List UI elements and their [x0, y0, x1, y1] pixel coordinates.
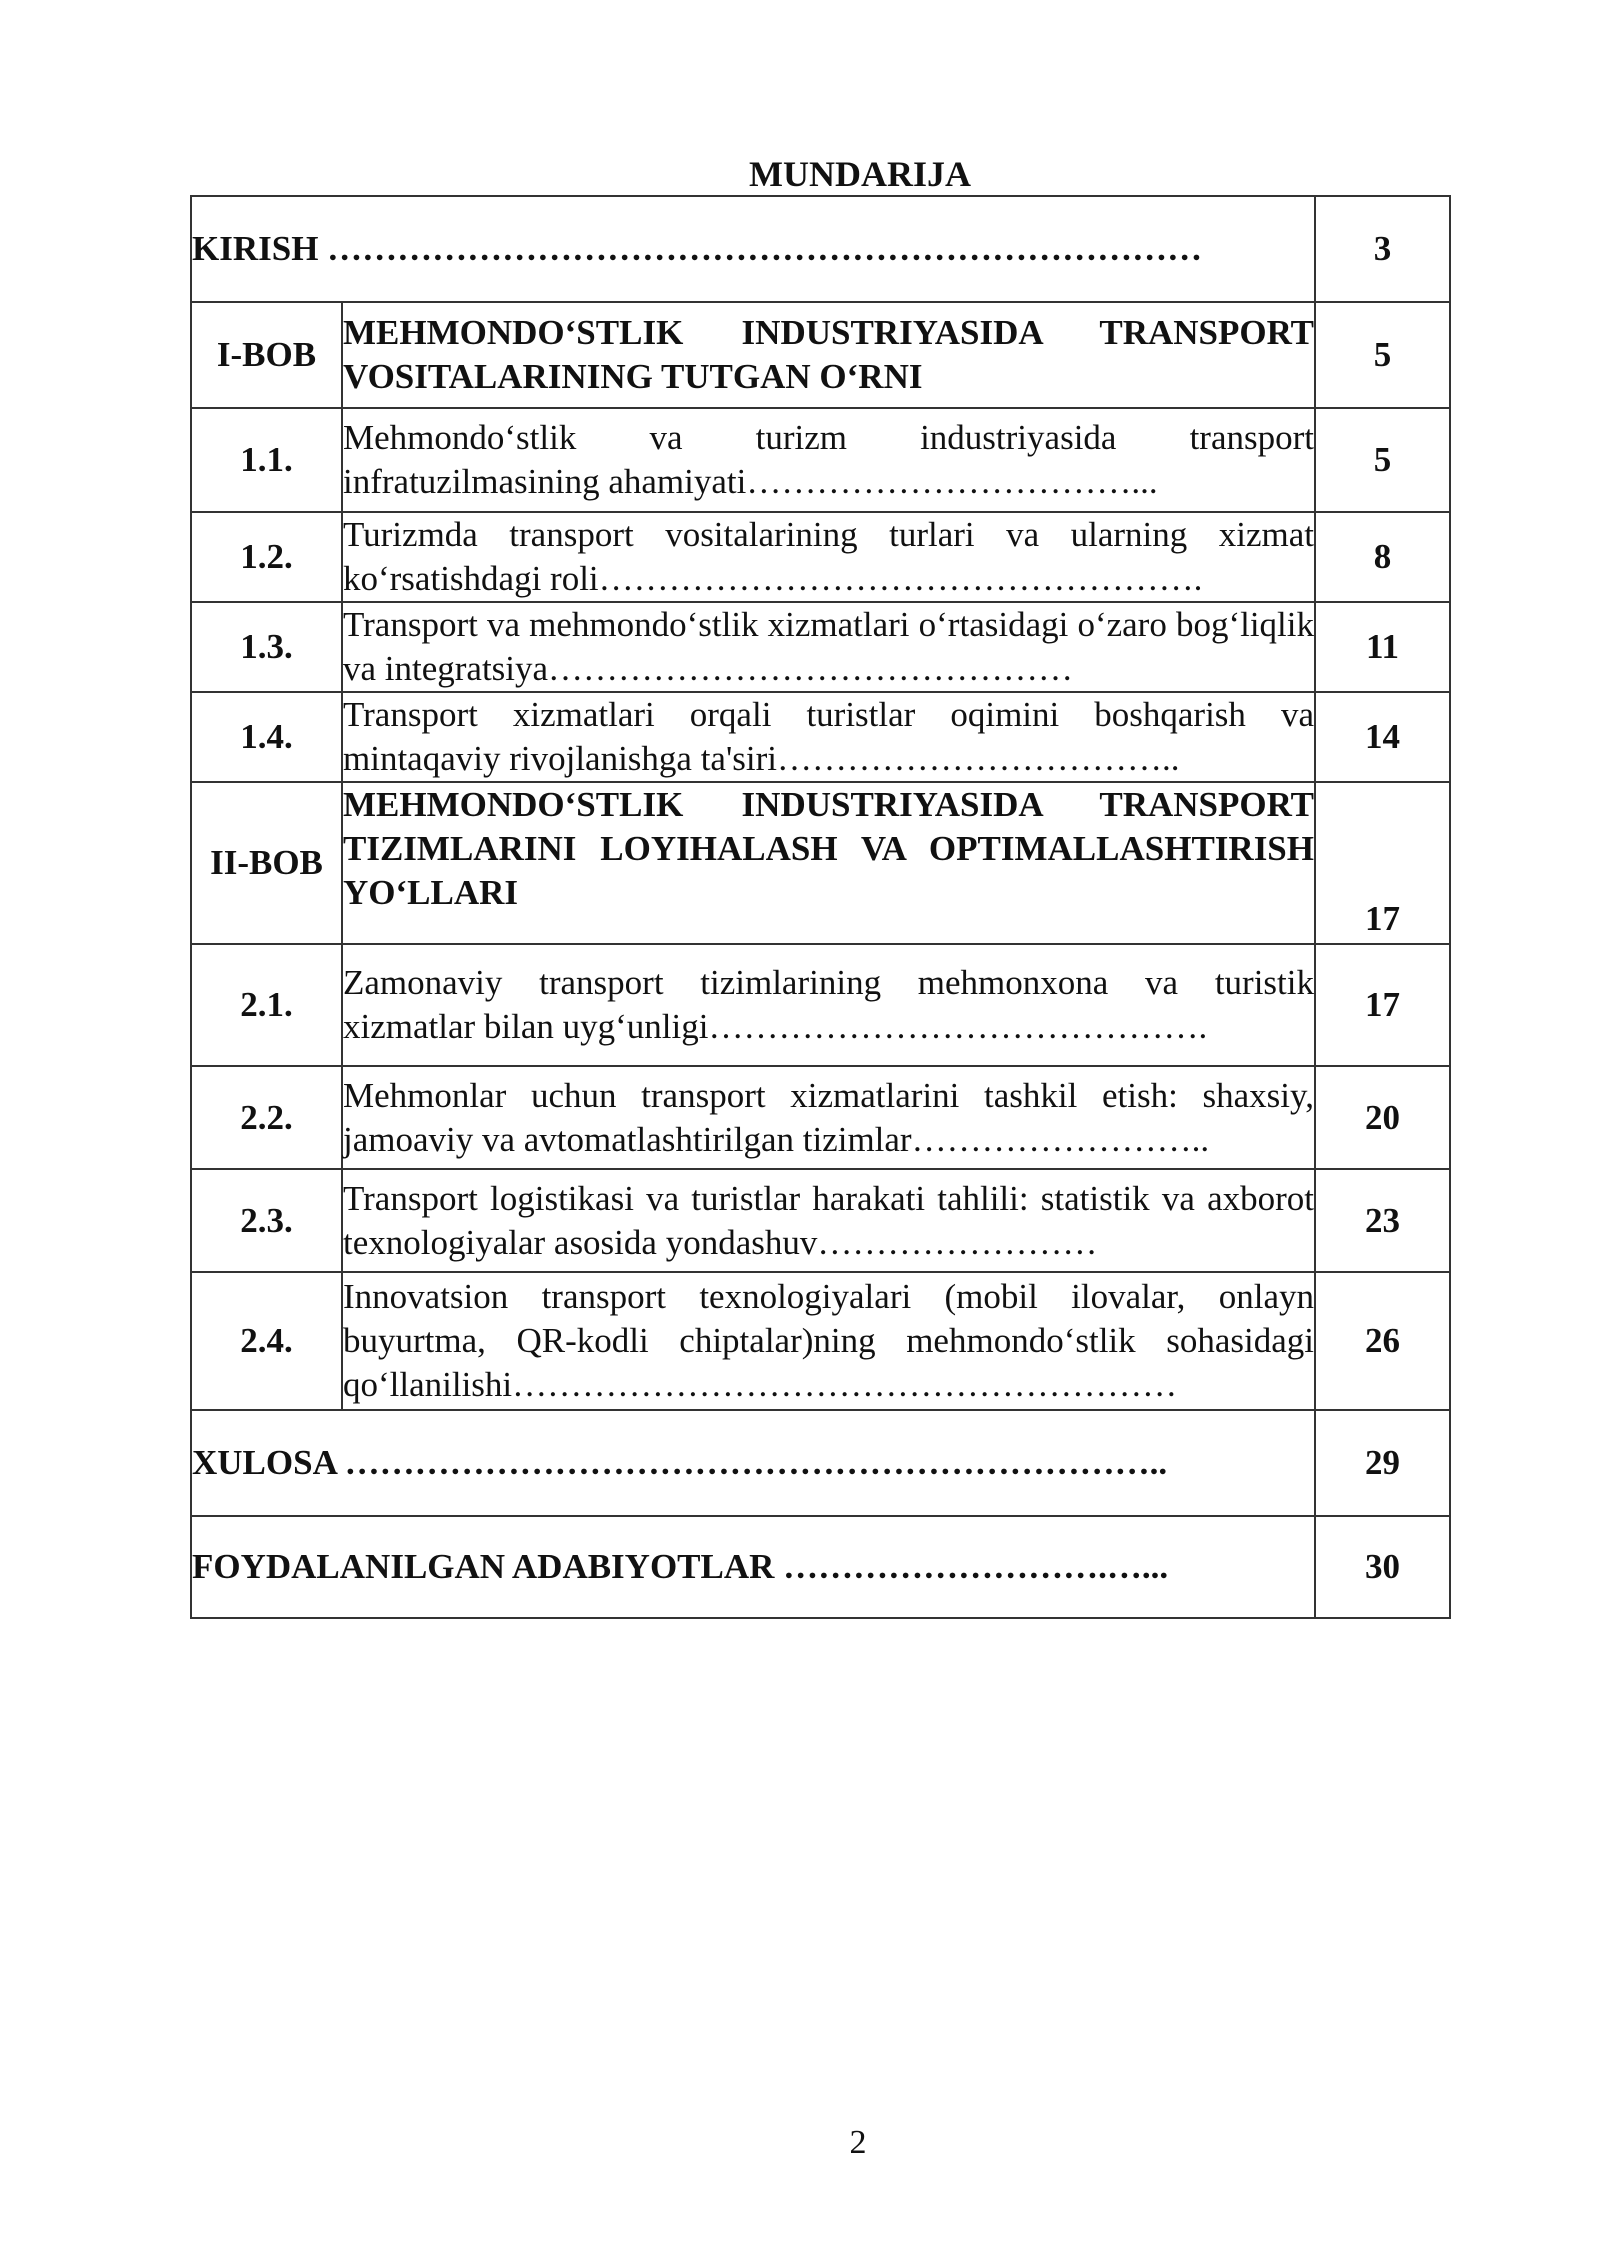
- toc-page-number: 5: [1315, 408, 1450, 512]
- toc-section-title[interactable]: Transport xizmatlari orqali turistlar oqimini boshqarish va mintaqaviy rivojlanishga ta'siri……………………………..: [342, 692, 1315, 782]
- toc-row-kirish: [191, 196, 1450, 302]
- page-number: 2: [849, 2124, 867, 2161]
- toc-entry-label[interactable]: FOYDALANILGAN ADABIYOTLAR ……………………….…...: [191, 1516, 1315, 1618]
- toc-chapter-number: I-BOB: [191, 302, 342, 408]
- page-title: MUNDARIJA: [749, 154, 971, 194]
- toc-row-chapter-2: [191, 782, 1450, 944]
- toc-section-title[interactable]: Innovatsion transport texnologiyalari (mobil ilovalar, onlayn buyurtma, QR-kodli chiptalar)ning mehmondo‘stlik sohasidagi qo‘llanilishi…………………………………………………: [342, 1272, 1315, 1410]
- toc-section-number: 2.1.: [191, 944, 342, 1066]
- toc-row-section: [191, 1272, 1450, 1410]
- toc-section-title[interactable]: Mehmonlar uchun transport xizmatlarini tashkil etish: shaxsiy, jamoaviy va avtomatlashtirilgan tizimlar……………………..: [342, 1066, 1315, 1169]
- toc-chapter-title[interactable]: MEHMONDO‘STLIK INDUSTRIYASIDA TRANSPORT TIZIMLARINI LOYIHALASH VA OPTIMALLASHTIRISH YO‘LLARI: [342, 782, 1315, 944]
- toc-section-number: 2.3.: [191, 1169, 342, 1272]
- toc-section-number: 1.1.: [191, 408, 342, 512]
- toc-section-number: 2.2.: [191, 1066, 342, 1169]
- toc-row-section: [191, 512, 1450, 602]
- toc-row-section: [191, 602, 1450, 692]
- toc-row-section: [191, 1066, 1450, 1169]
- toc-row-section: [191, 1169, 1450, 1272]
- table-of-contents: [190, 195, 1451, 1619]
- toc-page-number: 3: [1315, 196, 1450, 302]
- toc-page-number: 17: [1315, 944, 1450, 1066]
- toc-section-title[interactable]: Zamonaviy transport tizimlarining mehmonxona va turistik xizmatlar bilan uyg‘unligi…………………………………….: [342, 944, 1315, 1066]
- toc-section-number: 1.3.: [191, 602, 342, 692]
- toc-chapter-number: II-BOB: [191, 782, 342, 944]
- toc-section-number: 1.2.: [191, 512, 342, 602]
- toc-row-section: [191, 408, 1450, 512]
- toc-page-number: 11: [1315, 602, 1450, 692]
- toc-entry-label[interactable]: XULOSA ……………………………………………………………..: [191, 1410, 1315, 1516]
- toc-entry-label[interactable]: KIRISH …………………………………………………………………: [191, 196, 1315, 302]
- toc-row-references: [191, 1516, 1450, 1618]
- toc-page-number: 5: [1315, 302, 1450, 408]
- toc-page-number: 17: [1315, 782, 1450, 944]
- toc-chapter-title[interactable]: MEHMONDO‘STLIK INDUSTRIYASIDA TRANSPORT VOSITALARINING TUTGAN O‘RNI: [342, 302, 1315, 408]
- toc-row-chapter-1: [191, 302, 1450, 408]
- toc-page-number: 26: [1315, 1272, 1450, 1410]
- toc-page-number: 14: [1315, 692, 1450, 782]
- toc-section-title[interactable]: Mehmondo‘stlik va turizm industriyasida transport infratuzilmasining ahamiyati……………………………...: [342, 408, 1315, 512]
- toc-row-section: [191, 692, 1450, 782]
- toc-row-section: [191, 944, 1450, 1066]
- toc-section-title[interactable]: Turizmda transport vositalarining turlari va ularning xizmat ko‘rsatishdagi roli…………………………………………….: [342, 512, 1315, 602]
- toc-section-title[interactable]: Transport logistikasi va turistlar harakati tahlili: statistik va axborot texnologiyalar asosida yondashuv……………………: [342, 1169, 1315, 1272]
- toc-row-xulosa: [191, 1410, 1450, 1516]
- toc-section-title[interactable]: Transport va mehmondo‘stlik xizmatlari o‘rtasidagi o‘zaro bog‘liqlik va integratsiya………………………………………: [342, 602, 1315, 692]
- toc-section-number: 1.4.: [191, 692, 342, 782]
- toc-page-number: 30: [1315, 1516, 1450, 1618]
- toc-page-number: 23: [1315, 1169, 1450, 1272]
- toc-page-number: 20: [1315, 1066, 1450, 1169]
- toc-section-number: 2.4.: [191, 1272, 342, 1410]
- toc-page-number: 8: [1315, 512, 1450, 602]
- toc-page-number: 29: [1315, 1410, 1450, 1516]
